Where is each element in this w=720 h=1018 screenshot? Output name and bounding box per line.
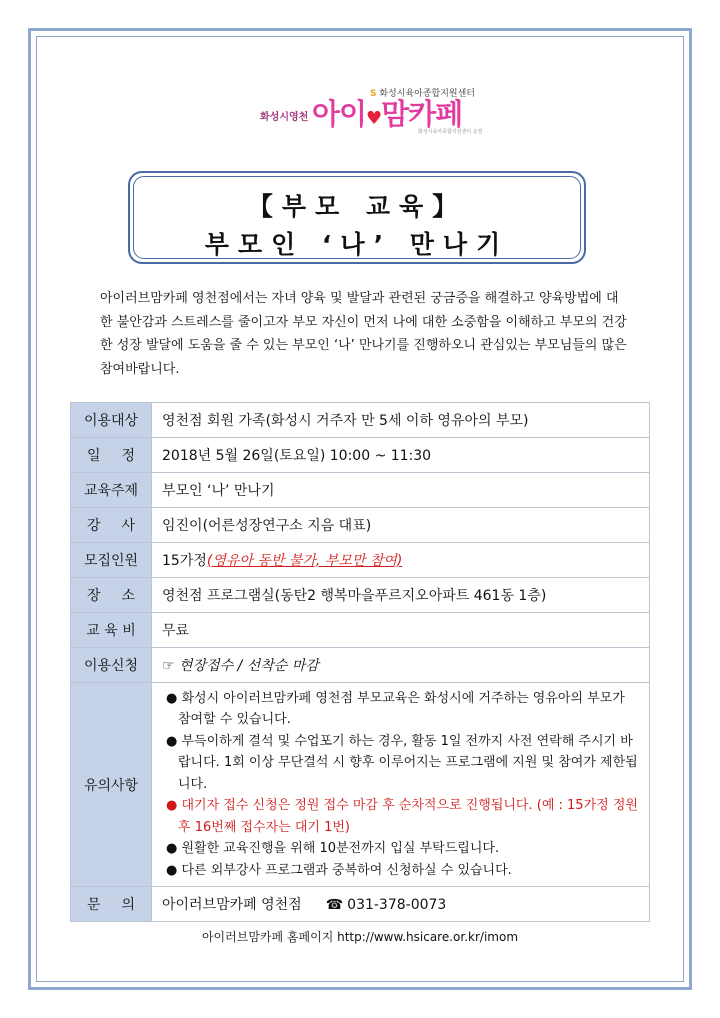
intro-text: 아이러브맘카페 영천점에서는 자녀 양육 및 발달과 관련된 궁금증을 해결하고 양육방법에 대한 불안감과 스트레스를 줄이고자 부모 자신이 먼저 나에 대한 소중함을 이해하고 부모의 건강한 성장 발달에 도움을 줄 수 있는 부모인 ‘나’ 만나기를 진행하오니 관심있는 부모님들의 많은 참여바랍니다. <box>100 291 627 377</box>
phone-number: 031-378-0073 <box>347 897 447 913</box>
table-row <box>71 438 650 473</box>
title-box <box>128 171 586 264</box>
logo-center: S 화성시육아종합지원센터 <box>370 89 475 99</box>
date-value: 2018년 5월 26일(토요일) 10:00 ~ 11:30 <box>152 438 650 473</box>
list-item: ● 원활한 교육진행을 위해 10분전까지 입실 부탁드립니다. <box>166 841 500 857</box>
table-row <box>71 578 650 613</box>
place-value: 영천점 프로그램실(동탄2 행복마을푸르지오아파트 461동 1층) <box>152 578 650 613</box>
logo-brand: 아이♥맘카페 <box>312 97 463 131</box>
target-value: 영천점 회원 가족(화성시 거주자 만 5세 이하 영유아의 부모) <box>152 403 650 438</box>
row-label: 유의사항 <box>71 683 152 887</box>
phone-icon: ☎ <box>325 897 344 913</box>
bullet-icon: ● <box>166 690 178 706</box>
bullet-icon: ● <box>166 733 178 749</box>
table-row <box>71 648 650 683</box>
title-category: 【부모 교육】 <box>247 192 467 221</box>
info-table <box>70 402 650 922</box>
logo-city: 화성시영천 <box>260 112 309 123</box>
logo-subtext: 화성시육아종합지원센터 운영 <box>418 129 483 135</box>
row-label: 일 정 <box>71 438 152 473</box>
row-label: 교육주제 <box>71 473 152 508</box>
fee-value: 무료 <box>152 613 650 648</box>
list-item: ● 부득이하게 결석 및 수업포기 하는 경우, 활동 1일 전까지 사전 연락해 주시기 바랍니다. 1회 이상 무단결석 시 향후 이루어지는 프로그램에 지원 및 참여가 제한됩니다. <box>166 733 638 792</box>
title-main: 부모인 ‘나’ 만나기 <box>204 230 510 259</box>
apply-value: ☞ 현장접수 / 선착순 마감 <box>152 648 650 683</box>
footer-homepage: 아이러브맘카페 홈페이지 http://www.hsicare.or.kr/imom <box>201 930 519 944</box>
row-label: 문 의 <box>71 887 152 922</box>
pointing-hand-icon: ☞ <box>162 658 175 674</box>
row-label: 교 육 비 <box>71 613 152 648</box>
row-label: 모집인원 <box>71 543 152 578</box>
lecturer-value: 임진이(어른성장연구소 지음 대표) <box>152 508 650 543</box>
bullet-icon: ● <box>166 841 178 857</box>
row-label: 장 소 <box>71 578 152 613</box>
heart-icon: ♥ <box>366 108 382 129</box>
list-item: ● 다른 외부강사 프로그램과 중복하여 신청하실 수 있습니다. <box>166 862 512 878</box>
table-row <box>71 683 650 887</box>
contact-value: 아이러브맘카페 영천점 ☎ 031-378-0073 <box>152 887 650 922</box>
table-row <box>71 543 650 578</box>
logo <box>250 86 490 144</box>
bullet-icon: ● <box>166 862 178 878</box>
row-label: 이용신청 <box>71 648 152 683</box>
capacity-value: 15가정(영유아 동반 불가, 부모만 참여) <box>152 543 650 578</box>
capacity-note: (영유아 동반 불가, 부모만 참여) <box>206 553 403 569</box>
list-item: ● 화성시 아이러브맘카페 영천점 부모교육은 화성시에 거주하는 영유아의 부모가 참여할 수 있습니다. <box>166 690 625 728</box>
bullet-icon: ● <box>166 798 178 814</box>
row-label: 이용대상 <box>71 403 152 438</box>
notes-list <box>152 683 650 887</box>
topic-value: 부모인 ‘나’ 만나기 <box>152 473 650 508</box>
table-row <box>71 887 650 922</box>
table-row <box>71 613 650 648</box>
list-item: ● 대기자 접수 신청은 정원 접수 마감 후 순차적으로 진행됩니다. (예 : 15가정 정원 후 16번째 접수자는 대기 1번) <box>166 798 638 835</box>
row-label: 강 사 <box>71 508 152 543</box>
table-row <box>71 508 650 543</box>
table-row <box>71 403 650 438</box>
table-row <box>71 473 650 508</box>
